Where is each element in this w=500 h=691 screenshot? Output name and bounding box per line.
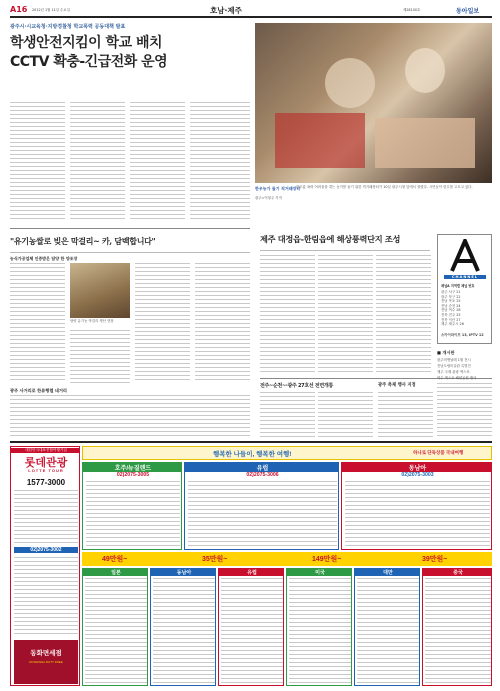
lead-body-col-2 [70,102,125,222]
phone-d[interactable]: 02)2075-3002 [14,547,78,553]
quote-photo [70,263,130,318]
phone-main[interactable]: 1577-3000 [26,478,66,487]
channel-a-box [437,234,492,344]
quote-subhead: 농식가공업체 인증받은 담양 한 양조장 [10,256,78,261]
lead-body-col-3 [130,102,185,222]
sub1-body [10,395,250,437]
lotte-tour-ad[interactable] [10,446,80,686]
region-title: 유럽 [185,463,339,472]
price-label: 39만원~ [422,556,448,563]
channel-head: 채널A 지역별 채널 번호 [441,284,475,288]
region-col-oceania[interactable] [82,462,182,550]
bulletin-line: 제주 국제 관광 엑스포 [437,370,470,374]
price-label: 49만원~ [102,556,128,563]
jeju-body-col-2 [318,255,373,375]
brand-name: 롯데관광 [24,457,68,469]
jeju-sub-body-2 [318,392,373,437]
channel-row: 전북 전주 25 [441,312,461,317]
ad-hot-title: 하나로 단독상품 국내여행 [413,450,464,455]
region-title: 호주/뉴질랜드 [83,463,182,472]
bulletin-title: ■ 개시판 [437,350,455,355]
channel-row: 전남 순천 24 [441,303,461,308]
channel-label: CHANNEL [444,275,486,279]
sub1-headline: 광주 사거리로 한류행렬 네거리 [10,388,67,393]
issue-number: 제28100호 [403,8,421,12]
channel-row: 광주 서구 21 [441,290,461,294]
channel-row: 전남 여수 28 [441,308,461,313]
newspaper-name: 동아일보 [456,8,480,15]
lead-byline: 광주=이형주 기자 [255,196,282,200]
lead-headline-2: CCTV 확충-긴급전화 운영 [10,54,168,70]
jeju-sub2-headline: 광주 축제 행사 지정 [378,383,416,388]
bulletin-line: 여수 엑스포 해양공원 행사 [437,376,477,380]
jeju-headline: 제주 대정읍-한림읍에 해상풍력단지 조성 [260,234,401,244]
region-col-europe[interactable] [184,462,339,550]
channel-a-logo [448,239,482,273]
region-title: 동남아 [342,463,492,472]
jeju-sub-headline: 전주~순천~·광주 27호선 전면개통 [260,383,333,389]
bottom-region[interactable] [422,568,492,686]
bottom-region[interactable] [150,568,216,686]
bottom-region-title: 대만 [355,569,420,576]
partner-sub: DONGWHA DUTY FREE [29,660,63,664]
lead-photo-caption: 한우농가 돕기 직거래장터 [255,186,301,191]
bottom-region-grid [82,568,492,686]
partner-logo [14,640,78,684]
bottom-region-title: 중국 [423,569,492,576]
lead-body-col-1 [10,102,65,222]
bottom-region-title: 동남아 [151,569,216,576]
price-label: 35만원~ [202,556,228,563]
bulletin-line: 광주비엔날레 1월 전시 [437,358,471,362]
price-label: 149만원~ [312,556,342,563]
quote-body-col-4 [195,263,250,383]
channel-row: 전남 목포 25 [441,299,461,304]
channel-note: 스카이라이프 13, IPTV 12 [441,333,484,337]
page-header [10,4,492,16]
bulletin-board [437,350,492,437]
page-date: 2012년 1월 11일 수요일 [32,8,70,12]
ad-banner-text: 대한민국대표종합여행기업 [11,448,80,453]
lead-headline-1: 학생안전지킴이 학교 배치 [10,35,163,51]
partner-name: 동화면세점 [30,650,62,657]
region-phone[interactable]: 02)2075-3005 [116,472,150,478]
region-phone[interactable]: 02)2075-3003 [401,472,434,478]
ad-hot-label: 행복한 나들이, 행복한 여행! [213,451,292,458]
lead-kicker: 광주시·시교육청·지방경찰청 학교폭력 공동대책 발표 [10,24,126,30]
channel-list [441,290,491,327]
section-title: 호남·제주 [210,6,242,15]
quote-body-col-1 [10,263,65,383]
channel-row: 전북 익산 27 [441,317,461,322]
region-phone[interactable]: 02)2075-3006 [246,472,279,478]
bottom-region[interactable] [286,568,352,686]
bottom-region[interactable] [218,568,284,686]
lead-photo [255,23,492,183]
channel-row: 제주 제주시 26 [441,322,464,327]
quote-photo-caption: 담양 유기농 막걸리 생산 현장 [70,319,114,323]
bottom-region[interactable] [354,568,420,686]
bottom-region-title: 일본 [83,569,148,576]
quote-body-col-3 [135,263,190,383]
bottom-region-title: 미국 [287,569,352,576]
channel-row: 광주 북구 22 [441,294,461,299]
region-col-asia[interactable] [341,462,492,550]
ad-top-strip [82,446,492,460]
quote-body-col-2 [70,330,130,383]
jeju-sub-body-1 [260,392,315,437]
page-number: A16 [10,5,28,14]
lead-photo-note: 한우값 폭락 어려움을 겪는 농가를 돕기 위한 직거래장터가 10일 광주시청 앞에서 열렸다. 시민들이 한우를 고르고 있다. [296,185,473,189]
bottom-region-title: 유럽 [219,569,284,576]
jeju-body-col-3 [376,255,431,375]
price-strip [82,552,492,566]
bulletin-line: 전남도립미술관 특별전 [437,364,471,368]
jeju-body-col-1 [260,255,315,375]
lead-body-col-4 [190,102,250,222]
bottom-region[interactable] [82,568,148,686]
quote-headline: "유기농쌀로 빚은 막걸리~ 카, 담백합니다" [10,236,156,246]
jeju-sub2-body [378,392,433,437]
brand-name-en: LOTTE TOUR [28,468,64,473]
